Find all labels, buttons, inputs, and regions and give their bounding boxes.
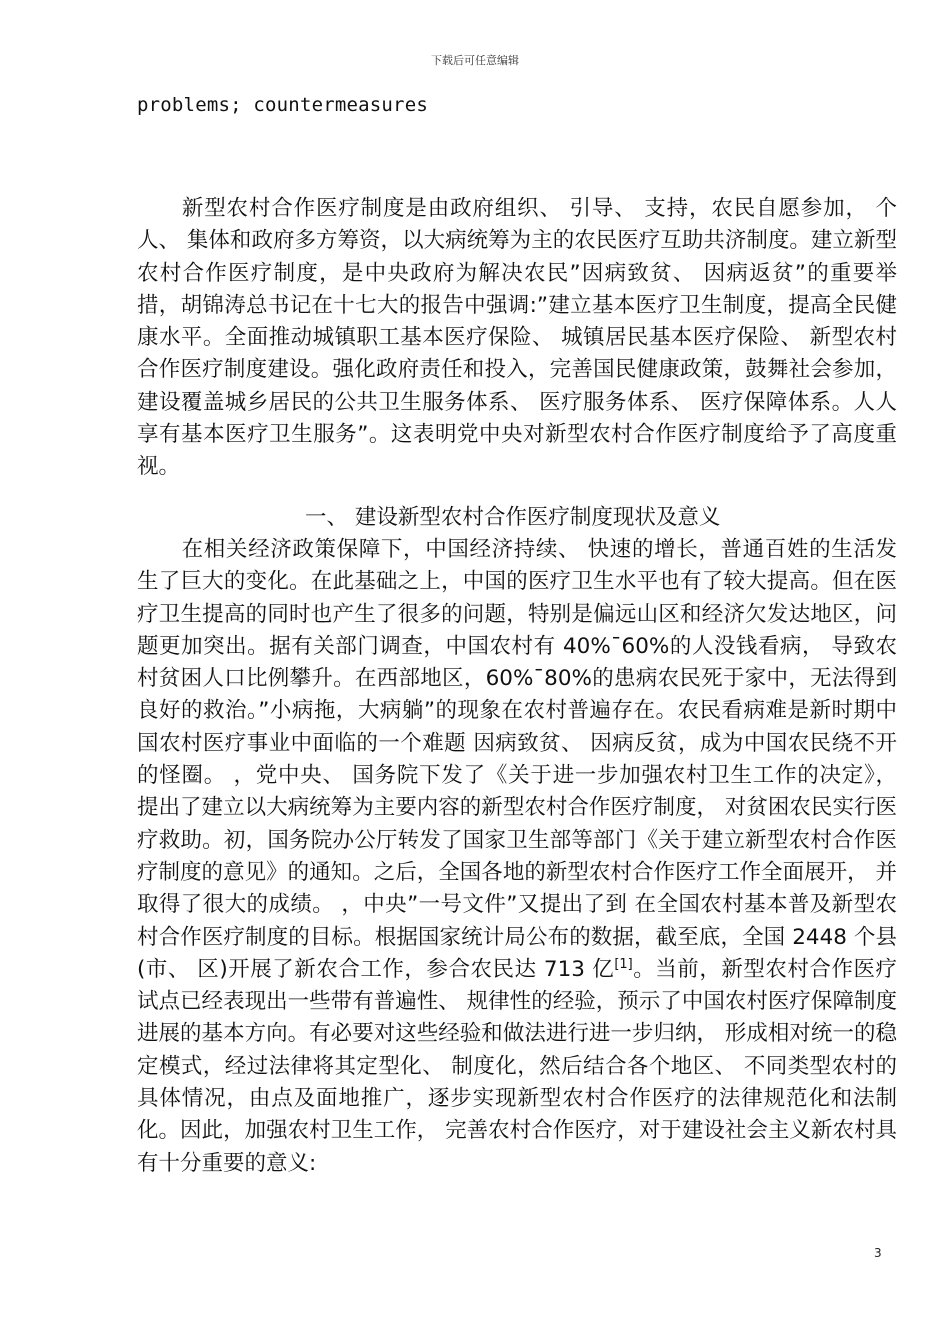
section-heading: 一、 建设新型农村合作医疗制度现状及意义 [305, 505, 721, 530]
page-number: 3 [874, 1246, 882, 1260]
citation-marker: [1] [614, 956, 633, 972]
keywords-line: problems; countermeasures [137, 94, 428, 116]
intro-paragraph [137, 193, 897, 484]
intro-paragraph-text: 新型农村合作医疗制度是由政府组织、 引导、 支持，农民自愿参加， 个人、 集体和政府多方筹资，以大病统筹为主的农民医疗互助共济制度。建立新型农村合作医疗制度，是中央政府为解决农民”因病致贫、 因病返贫”的重要举措，胡锦涛总书记在十七大的报告中强调:”建立基本医疗卫生制度，提高全民健康水平。全面推动城镇职工基本医疗保险、 城镇居民基本医疗保险、 新型农村合作医疗制度建设。强化政府责任和投入，完善国民健康政策，鼓舞社会参加，建设覆盖城乡居民的公共卫生服务体系、 医疗服务体系、 医疗保障体系。人人享有基本医疗卫生服务”。这表明党中央对新型农村合作医疗制度给予了高度重视。 [137, 196, 897, 480]
section-paragraph-tail: 。当前，新型农村合作医疗试点已经表现出一些带有普遍性、 规律性的经验，预示了中国农村医疗保障制度进展的基本方向。有必要对这些经验和做法进行进一步归纳， 形成相对统一的稳定模式，经过法律将其定型化、 制度化，然后结合各个地区、 不同类型农村的具体情况，由点及面地推广，逐步实现新型农村合作医疗的法律规范化和法制化。因此，加强农村卫生工作， 完善农村合作医疗，对于建设社会主义新农村具有十分重要的意义: [137, 956, 897, 1176]
page-header: 下载后可任意编辑 [431, 54, 519, 67]
section-paragraph [137, 534, 897, 1180]
section-paragraph-main: 在相关经济政策保障下，中国经济持续、 快速的增长，普通百姓的生活发生了巨大的变化。在此基础之上，中国的医疗卫生水平也有了较大提高。但在医疗卫生提高的同时也产生了很多的问题，特别是偏远山区和经济欠发达地区，问题更加突出。据有关部门调查，中国农村有 40%¯60%的人没钱看病， 导致农村贫困人口比例攀升。在西部地区，60%¯80%的患病农民死于家中，无法得到良好的救治。”小病拖，大病躺”的现象在农村普遍存在。农民看病难是新时期中国农村医疗事业中面临的一个难题 因病致贫、 因病反贫，成为中国农民绕不开的怪圈。 ，党中央、 国务院下发了《关于进一步加强农村卫生工作的决定》， 提出了建立以大病统筹为主要内容的新型农村合作医疗制度， 对贫困农民实行医疗救助。初，国务院办公厅转发了国家卫生部等部门《关于建立新型农村合作医疗制度的意见》的通知。之后，全国各地的新型农村合作医疗工作全面展开， 并取得了很大的成绩。 ，中央”一号文件”又提出了到 在全国农村基本普及新型农村合作医疗制度的目标。根据国家统计局公布的数据，截至底，全国 2448 个县(市、 区)开展了新农合工作，参合农民达 713 亿 [137, 537, 897, 982]
